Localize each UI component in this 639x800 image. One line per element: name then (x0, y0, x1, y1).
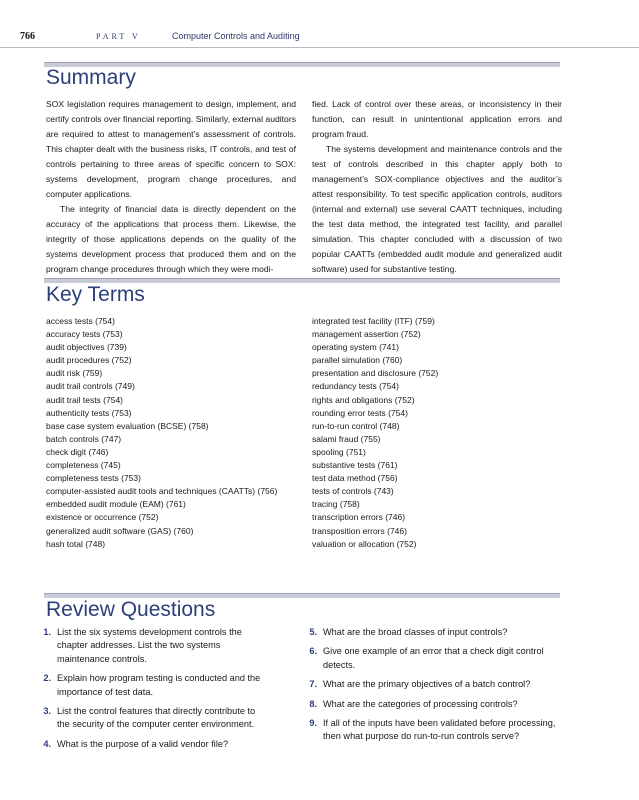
question-number: 5. (309, 627, 317, 637)
key-term: completeness (745) (46, 460, 121, 471)
key-term: accuracy tests (753) (46, 329, 123, 340)
question-item (34, 672, 270, 699)
key-term: hash total (748) (46, 538, 106, 549)
key-term: spooling (751) (312, 446, 366, 457)
summary-paragraph: SOX legislation requires management to design, implement, and certify controls over financial reporting. Similarly, external auditors are required to attest to management’s assessment of controls. This chapter dealt with the business risks, IT controls, and test of controls pertaining to three areas of specific concern to SOX: systems development, program change procedures, and computer applications. (46, 99, 296, 199)
key-term: test data method (756) (312, 473, 398, 484)
question-item (300, 626, 562, 639)
key-term: operating system (741) (312, 342, 399, 353)
key-term: substantive tests (761) (312, 460, 398, 471)
key-term: embedded audit module (EAM) (761) (46, 499, 186, 510)
key-term: tracing (758) (312, 499, 360, 510)
key-term: batch controls (747) (46, 433, 122, 444)
key-term: access tests (754) (46, 316, 115, 326)
key-term: audit risk (759) (46, 368, 103, 379)
key-term: audit procedures (752) (46, 355, 132, 366)
key-terms-column-right (312, 315, 438, 551)
key-terms-column-left (46, 315, 277, 551)
key-term: existence or occurrence (752) (46, 512, 159, 523)
review-questions-column-right (300, 626, 562, 750)
key-terms-heading: Key Terms (46, 283, 145, 306)
question-text: Explain how program testing is conducted and the importance of test data. (57, 673, 261, 697)
question-text: What is the purpose of a valid vendor file? (57, 738, 229, 749)
question-item (300, 717, 562, 744)
key-term: parallel simulation (760) (312, 355, 403, 366)
question-number: 2. (43, 673, 51, 684)
question-item (34, 705, 270, 732)
question-number: 8. (309, 698, 317, 709)
question-number: 9. (309, 718, 317, 729)
part-label: PART V (96, 32, 141, 41)
key-term: rounding error tests (754) (312, 407, 408, 418)
book-title: Computer Controls and Auditing (172, 31, 300, 41)
running-header (20, 31, 639, 45)
key-term: valuation or allocation (752) (312, 538, 417, 549)
question-item (34, 626, 270, 666)
key-term: audit trail tests (754) (46, 394, 124, 405)
question-text: What are the broad classes of input controls? (323, 627, 508, 637)
question-number: 6. (309, 646, 317, 657)
key-term: integrated test facility (ITF) (759) (312, 316, 435, 326)
key-term: base case system evaluation (BCSE) (758) (46, 420, 209, 431)
summary-paragraph: The systems development and maintenance controls and the test of controls described in this chapter apply both to management’s SOX-compliance objectives and the auditor’s attest responsibility. To test specific application controls, auditors (internal and external) use several CAATT techniques, including the test data method, the integrated test facility, and parallel simulation. This chapter concluded with a discussion of two popular CAATTs (embedded audit module and generalized audit software) used for substantive testing. (312, 144, 562, 274)
key-term: rights and obligations (752) (312, 394, 415, 405)
key-term: audit trail controls (749) (46, 381, 135, 392)
question-number: 3. (43, 706, 51, 717)
question-text: List the six systems development controls the chapter addresses. List the two systems maintenance controls. (57, 627, 242, 664)
question-text: What are the categories of processing controls? (323, 698, 518, 709)
key-term: salami fraud (755) (312, 433, 381, 444)
key-term: generalized audit software (GAS) (760) (46, 525, 194, 536)
key-term: management assertion (752) (312, 329, 421, 340)
summary-paragraph: The integrity of financial data is directly dependent on the accuracy of the applications that process them. Likewise, the integrity of those applications depends on the quality of the systems development process that produced them and on the program change procedures through which they were modi- (46, 204, 296, 274)
question-item (300, 645, 562, 672)
key-term: check digit (746) (46, 446, 109, 457)
key-term: audit objectives (739) (46, 342, 127, 353)
question-text: Give one example of an error that a check digit control detects. (323, 646, 544, 670)
review-questions-heading: Review Questions (46, 598, 216, 621)
question-number: 4. (43, 738, 51, 749)
summary-paragraph: fied. Lack of control over these areas, or inconsistency in their function, can result in unintentional application errors and program fraud. (312, 99, 562, 139)
question-text: If all of the inputs have been validated before processing, then what purpose do run-to-run controls serve? (323, 718, 556, 742)
key-term: completeness tests (753) (46, 473, 141, 484)
key-term: redundancy tests (754) (312, 381, 399, 392)
question-text: What are the primary objectives of a batch control? (323, 679, 531, 690)
key-term: transposition errors (746) (312, 525, 407, 536)
question-text: List the control features that directly contribute to the security of the computer center environment. (57, 706, 256, 730)
summary-column-right (312, 97, 562, 277)
key-term: presentation and disclosure (752) (312, 368, 439, 379)
question-item (34, 738, 270, 751)
key-term: transcription errors (746) (312, 512, 406, 523)
review-questions-column-left (34, 626, 270, 757)
question-item (300, 678, 562, 691)
summary-column-left (46, 97, 296, 277)
question-item (300, 698, 562, 711)
header-divider (0, 47, 639, 48)
summary-heading: Summary (46, 66, 136, 89)
question-number: 1. (43, 627, 51, 637)
key-term: run-to-run control (748) (312, 420, 400, 431)
key-term: tests of controls (743) (312, 486, 394, 497)
page-number: 766 (20, 31, 35, 42)
key-term: computer-assisted audit tools and techniques (CAATTs) (756) (46, 486, 278, 497)
key-term: authenticity tests (753) (46, 407, 132, 418)
question-number: 7. (309, 679, 317, 690)
